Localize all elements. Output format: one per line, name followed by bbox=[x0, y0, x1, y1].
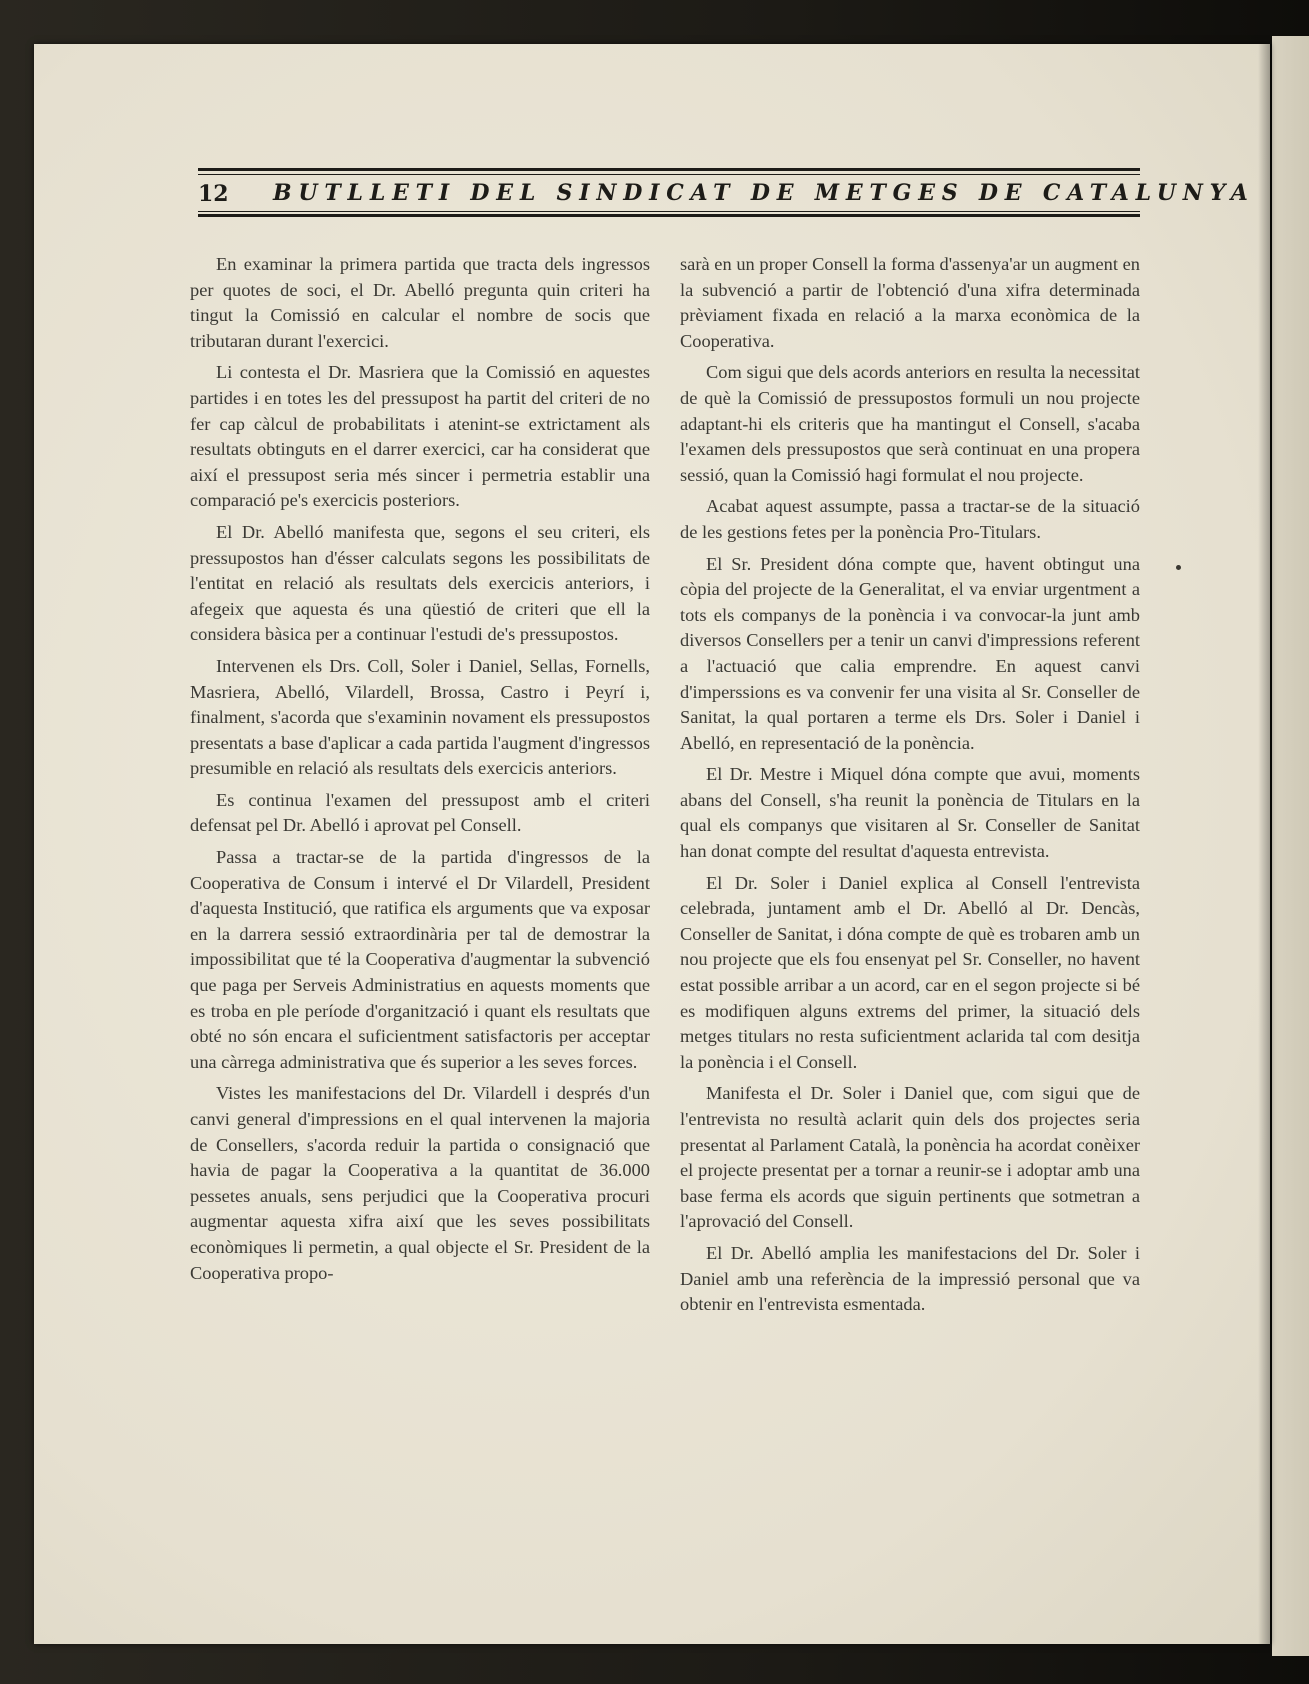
paragraph: El Sr. President dóna compte que, havent obtingut una còpia del projecte de la Generalitat, el va enviar urgentment a tots els companys de la ponència i va convocar-la junt amb diversos Consellers per a tenir un canvi d'impressions referent a l'actuació que calia emprendre. En aquest canvi d'imperssions es va convenir fer una visita al Sr. Conseller de Sanitat, la qual portaren a terme els Drs. Soler i Daniel i Abelló, en representació de la ponència. bbox=[680, 553, 1140, 753]
paragraph: Vistes les manifestacions del Dr. Vilardell i després d'un canvi general d'impressions en el qual intervenen la majoria de Consellers, s'acorda reduir la partida o consignació que havia de pagar la Cooperativa a la quantitat de 36.000 pessetes anuals, sens perjudici que la Cooperativa procuri augmentar aquesta xifra així que les seves possibilitats econòmiques li permetin, a qual objecte el Sr. President de la Cooperativa propo- bbox=[190, 1083, 650, 1283]
facing-page-edge bbox=[1272, 36, 1309, 1656]
right-column bbox=[680, 252, 1140, 1324]
left-column bbox=[190, 252, 650, 1292]
paragraph: Passa a tractar-se de la partida d'ingressos de la Cooperativa de Consum i intervé el Dr Vilardell, President d'aquesta Institució, que ratifica els arguments que va exposar en la darrera sessió extraordinària per tal de demostrar la impossibilitat que té la Cooperativa d'augmentar la subvenció que paga per Serveis Administratius en aquests moments que es troba en ple període d'organització i quant els resultats que obté no són encara el suficientment satisfactoris per acceptar una càrrega administrativa que és superior a les seves forces. bbox=[190, 847, 650, 1072]
paragraph: Acabat aquest assumpte, passa a tractar-se de la situació de les gestions fetes per la ponència Pro-Titulars. bbox=[680, 496, 1140, 542]
paragraph: Manifesta el Dr. Soler i Daniel que, com sigui que de l'entrevista no resultà aclarit quin dels dos projectes seria presentat al Parlament Català, la ponència ha acordat conèixer el projecte presentat per a tornar a reunir-se i adoptar amb una base ferma els acords que siguin pertinents que sotmetran a l'aprovació del Consell. bbox=[680, 1083, 1140, 1232]
paragraph: El Dr. Abelló manifesta que, segons el seu criteri, els pressupostos han d'ésser calculats segons les possibilitats de l'entitat en relació als resultats dels exercicis anteriors, i afegeix que aquesta és una qüestió de criteri que ell la considera bàsica per a continuar l'estudi de's pressupostos. bbox=[190, 521, 650, 645]
paragraph: El Dr. Abelló amplia les manifestacions del Dr. Soler i Daniel amb una referència de la impressió personal que va obtenir en l'entrevista esmentada. bbox=[680, 1242, 1140, 1315]
paper-speck bbox=[1176, 565, 1181, 570]
paragraph-continuation: sarà en un proper Consell la forma d'assenya'ar un augment en la subvenció a partir de l'obtenció d'una xifra determinada prèviament fixada en relació a la marxa econòmica de la Cooperativa. bbox=[680, 254, 1140, 351]
header-rule-bottom bbox=[198, 214, 1140, 217]
paragraph: Li contesta el Dr. Masriera que la Comissió en aquestes partides i en totes les del pressupost ha partit del criteri de no fer cap càlcul de probabilitats i atenint-se extrictament als resultats obtinguts en el darrer exercici, car ha considerat que així el pressupost seria més sincer i permetria establir una comparació pe's exercicis posteriors. bbox=[190, 362, 650, 511]
header-rule-bottom-thin bbox=[198, 211, 1140, 212]
running-title: BUTLLETI DEL SINDICAT DE METGES DE CATALUNYA bbox=[273, 180, 1255, 206]
running-header bbox=[198, 168, 1255, 220]
gutter-shadow bbox=[1258, 44, 1272, 1644]
header-rule-top bbox=[198, 168, 1140, 171]
paragraph: Intervenen els Drs. Coll, Soler i Daniel, Sellas, Fornells, Masriera, Abelló, Vilardell, Brossa, Castro i Peyrí i, finalment, s'acorda que s'examinin novament els pressupostos presentats a base d'aplicar a cada partida l'augment d'ingressos presumible en relació als resultats dels exercicis anteriors. bbox=[190, 655, 650, 779]
paragraph: El Dr. Soler i Daniel explica al Consell l'entrevista celebrada, juntament amb el Dr. Abelló al Dr. Dencàs, Conseller de Sanitat, i dóna compte de què es trobaren amb un nou projecte que els fou ensenyat pel Sr. Conseller, no havent estat possible arribar a un acord, car en el segon projecte si bé es modifiquen alguns extrems del primer, la situació dels metges titulars no resta suficientment aclarida tal com desitja la ponència i el Consell. bbox=[680, 872, 1140, 1072]
paragraph: El Dr. Mestre i Miquel dóna compte que avui, moments abans del Consell, s'ha reunit la ponència de Titulars en la qual els companys que visitaren al Sr. Conseller de Sanitat han donat compte del resultat d'aquesta entrevista. bbox=[680, 764, 1140, 862]
paragraph: En examinar la primera partida que tracta dels ingressos per quotes de soci, el Dr. Abelló pregunta quin criteri ha tingut la Comissió en calcular el nombre de socis que tributaran durant l'exercici. bbox=[190, 254, 650, 351]
paragraph: Com sigui que dels acords anteriors en resulta la necessitat de què la Comissió de pressupostos formuli un nou projecte adaptant-hi els criteris que ha mantingut el Consell, s'acaba l'examen dels pressupostos que serà continuat en una propera sessió, quan la Comissió hagi formulat el nou projecte. bbox=[680, 362, 1140, 485]
paragraph: Es continua l'examen del pressupost amb el criteri defensat pel Dr. Abelló i aprovat pel Consell. bbox=[190, 789, 650, 836]
page-number: 12 bbox=[198, 181, 229, 207]
header-rule-top-thin bbox=[198, 174, 1140, 175]
